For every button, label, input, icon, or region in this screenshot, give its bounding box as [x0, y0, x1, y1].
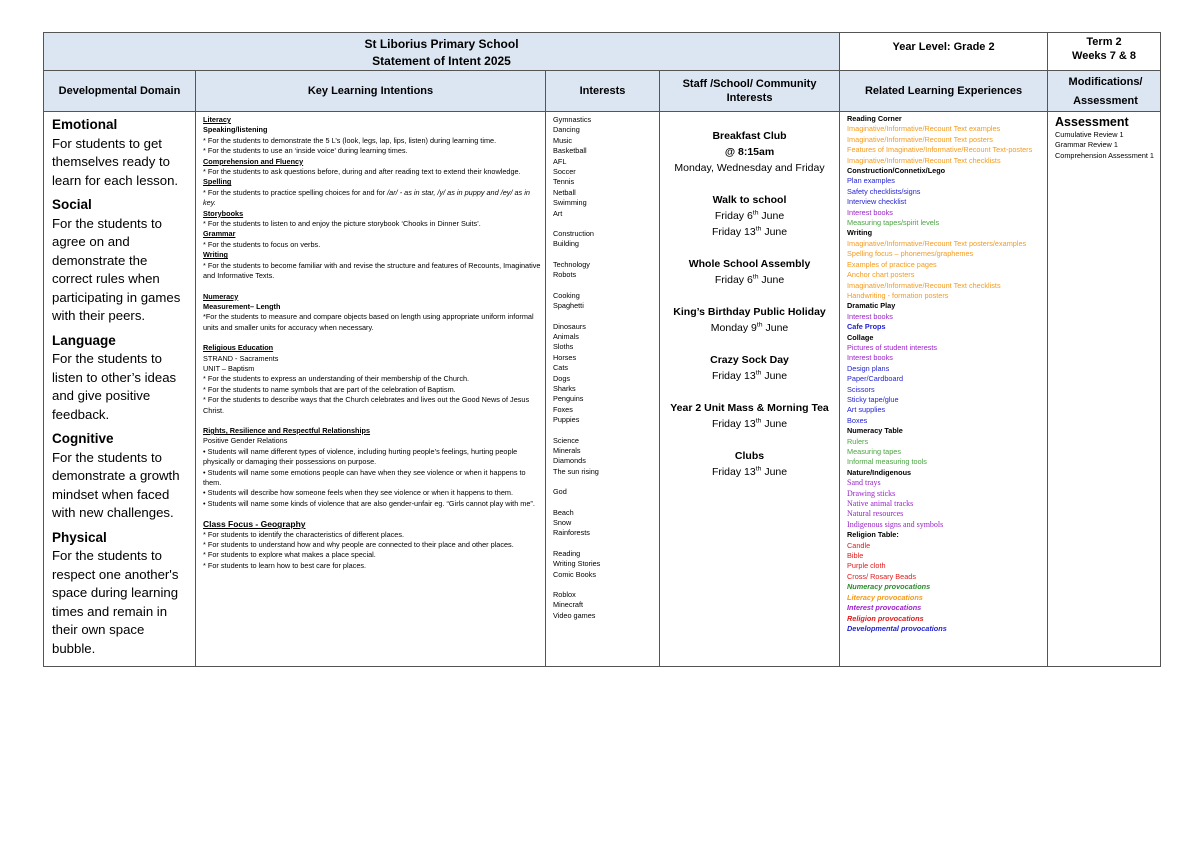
- rle-item: Sand trays: [847, 478, 881, 488]
- kli-item: * For students to learn how to best care for places.: [203, 560, 367, 570]
- domain-text: For the students to listen to other’s ideas and give positive feedback.: [52, 351, 177, 422]
- kli-item: * For the students to become familiar with and revise the structure and features of Recounts, Imaginative and Informative Texts.: [203, 260, 541, 281]
- rle-item: Art supplies: [847, 405, 886, 415]
- kli-re-strand: STRAND - Sacraments: [203, 353, 279, 363]
- kli-numeracy-heading: Numeracy: [203, 291, 239, 301]
- kli-item: • Students will name some kinds of violence that are also gender-unfair eg. “Girls cannot play with me”.: [203, 498, 535, 508]
- interest-item: Robots: [553, 270, 577, 280]
- kli-comprehension-heading: Comprehension and Fluency: [203, 156, 304, 166]
- interest-item: Snow: [553, 518, 572, 527]
- kli-item: * For the students to express an understanding of their membership of the Church.: [203, 374, 470, 384]
- interest-item: Swimming: [553, 198, 587, 208]
- kli-item: * For the students to name symbols that are part of the celebration of Baptism.: [203, 384, 456, 394]
- rle-item: Candle: [847, 540, 871, 550]
- term: Term 2: [1086, 36, 1122, 48]
- col-developmental-domain: Developmental Domain: [44, 71, 196, 112]
- kli-rrrr-sub: Positive Gender Relations: [203, 436, 288, 446]
- rle-item: Imaginative/Informative/Recount Text examples: [847, 124, 1001, 134]
- related-learning-cell: [840, 112, 1048, 667]
- event-title: Crazy Sock Day: [710, 354, 789, 366]
- interest-item: Beach: [553, 507, 574, 517]
- kli-item: * For the students to listen to and enjoy the picture storybook ‘Chooks in Dinner Suits’.: [203, 219, 481, 229]
- interests-list: [553, 115, 655, 621]
- event-date: Friday 13th June: [711, 225, 788, 238]
- event-clubs: [660, 448, 839, 480]
- rle-item: Paper/Cardboard: [847, 374, 904, 384]
- interest-item: Dancing: [553, 125, 580, 135]
- col-key-learning-intentions: Key Learning Intentions: [196, 71, 546, 112]
- event-crazy-sock-day: [660, 352, 839, 384]
- event-kings-birthday: [660, 304, 839, 336]
- kli-item: * For students to identify the characteristics of different places.: [203, 529, 405, 539]
- col-related-learning: Related Learning Experiences: [840, 71, 1048, 112]
- kli-spelling-heading: Spelling: [203, 177, 232, 187]
- kli-measurement-heading: Measurement– Length: [203, 301, 281, 311]
- rle-provocation: Religion provocations: [847, 613, 924, 623]
- rle-item: Scissors: [847, 384, 875, 394]
- interest-item: Building: [553, 239, 579, 249]
- school-name: St Liborius Primary School: [364, 37, 519, 51]
- domain-heading: Physical: [52, 529, 107, 545]
- domain-text: For students to get themselves ready to learn for each lesson.: [52, 135, 179, 188]
- interest-item: Cooking: [553, 290, 580, 300]
- interest-item: Video games: [553, 610, 596, 620]
- rle-provocation: Literacy provocations: [847, 592, 923, 602]
- interest-item: Art: [553, 208, 563, 218]
- interest-item: Gymnastics: [553, 115, 592, 124]
- kli-re-heading: Religious Education: [203, 343, 274, 353]
- interest-item: Horses: [553, 352, 577, 362]
- kli-item: • Students will name different types of violence, including hurting people’s feelings, hurting people physically or damaging their possessions on purpose.: [203, 446, 518, 467]
- interest-item: AFL: [553, 156, 567, 166]
- interest-item: Dogs: [553, 373, 571, 383]
- interest-item: Roblox: [553, 590, 576, 600]
- domain-social: [52, 196, 189, 326]
- rle-item: Examples of practice pages: [847, 259, 937, 269]
- interest-item: Soccer: [553, 167, 576, 177]
- event-title: Breakfast Club: [712, 130, 787, 142]
- assessment-item: Cumulative Review 1: [1055, 130, 1124, 139]
- rle-item: Anchor chart posters: [847, 270, 915, 280]
- document-title: Statement of Intent 2025: [372, 54, 511, 68]
- developmental-domain-cell: [44, 112, 196, 667]
- rle-item: Informal measuring tools: [847, 457, 927, 467]
- kli-spelling-text: * For the students to practice spelling choices for and for: [203, 187, 388, 197]
- interest-item: Music: [553, 135, 573, 145]
- rle-provocation: Numeracy provocations: [847, 582, 931, 592]
- rle-item: Measuring tapes/spirit levels: [847, 218, 940, 228]
- interest-item: Sharks: [553, 383, 576, 393]
- event-title: Year 2 Unit Mass & Morning Tea: [670, 402, 829, 414]
- event-days: Monday, Wednesday and Friday: [674, 162, 825, 174]
- rle-item: Boxes: [847, 415, 868, 425]
- interest-item: Animals: [553, 331, 579, 341]
- rle-writing-heading: Writing: [847, 228, 873, 238]
- event-title: King’s Birthday Public Holiday: [673, 306, 826, 318]
- rle-item: Indigenous signs and symbols: [847, 519, 944, 529]
- domain-text: For the students to agree on and demonstrate the correct rules when participating in games with their peers.: [52, 215, 181, 323]
- interest-item: Penguins: [553, 394, 584, 404]
- kli-item: • Students will describe how someone feels when they see violence or when it happens to them.: [203, 488, 514, 498]
- interest-item: Science: [553, 435, 579, 445]
- weeks: Weeks 7 & 8: [1072, 50, 1137, 62]
- kli-item: * For the students to ask questions before, during and after reading text to extend their knowledge.: [203, 167, 521, 177]
- interest-item: Dinosaurs: [553, 321, 586, 331]
- kli-item: * For the students to use an ‘inside voice’ during learning times.: [203, 146, 408, 156]
- rle-item: Cross/ Rosary Beads: [847, 571, 916, 581]
- school-title-cell: [44, 33, 840, 71]
- rle-provocation: Interest provocations: [847, 603, 922, 613]
- domain-heading: Emotional: [52, 117, 118, 132]
- event-date: Friday 13th June: [711, 369, 788, 382]
- assessment-item: Grammar Review 1: [1055, 140, 1118, 150]
- kli-item: * For the students to focus on verbs.: [203, 239, 321, 249]
- rle-religion-heading: Religion Table:: [847, 530, 899, 540]
- rle-item: Imaginative/Informative/Recount Text posters: [847, 134, 993, 144]
- col-staff-interests: Staff /School/ Community Interests: [660, 71, 840, 112]
- event-date: Friday 6th June: [714, 273, 785, 286]
- interests-cell: [546, 112, 660, 667]
- rle-item: Native animal tracks: [847, 499, 914, 509]
- event-walk-to-school: [660, 192, 839, 240]
- interest-item: Construction: [553, 229, 594, 239]
- event-date: Friday 13th June: [711, 417, 788, 430]
- event-title: Whole School Assembly: [688, 258, 811, 270]
- rle-item: Interest books: [847, 207, 893, 217]
- rle-item: Measuring tapes: [847, 447, 901, 456]
- rle-item: Rulers: [847, 436, 869, 446]
- interest-item: Sloths: [553, 342, 574, 352]
- domain-heading: Cognitive: [52, 431, 114, 446]
- rle-item: Purple cloth: [847, 561, 886, 571]
- rle-item: Interest books: [847, 311, 893, 321]
- interest-item: Tennis: [553, 177, 575, 187]
- kli-item: • Students will name some emotions people can have when they see violence or when it happens to them.: [203, 467, 526, 487]
- rle-item: Drawing sticks: [847, 488, 896, 498]
- kli-literacy-heading: Literacy: [203, 115, 231, 124]
- year-level: Year Level: Grade 2: [840, 33, 1048, 71]
- rle-item: Cafe Props: [847, 322, 886, 332]
- kli-class-focus-heading: Class Focus - Geography: [203, 519, 306, 530]
- rle-item: Handwriting - formation posters: [847, 290, 949, 300]
- kli-item: * For the students to describe ways that the Church celebrates and lives out the Good News of Jesus Christ.: [203, 395, 530, 415]
- statement-of-intent-table: [43, 32, 1161, 667]
- domain-heading: Language: [52, 332, 116, 348]
- kli-grammar-heading: Grammar: [203, 229, 236, 239]
- interest-item: Foxes: [553, 404, 573, 414]
- domain-text: For the students to demonstrate a growth mindset when faced with new challenges.: [52, 449, 180, 520]
- kli-rrrr-heading: Rights, Resilience and Respectful Relationships: [203, 425, 371, 435]
- domain-language: [52, 332, 189, 425]
- col-assessment-label: Assessment: [1073, 95, 1138, 107]
- assessment-heading: Assessment: [1055, 115, 1129, 129]
- kli-item: * For students to understand how and why people are connected to their place and other places.: [203, 540, 514, 550]
- kli-item: * For students to explore what makes a place special.: [203, 550, 376, 560]
- event-date: Friday 6th June: [714, 209, 785, 222]
- kli-item: [203, 188, 541, 209]
- interest-item: Netball: [553, 187, 576, 197]
- rle-item: Pictures of student interests: [847, 342, 938, 352]
- rle-dramatic-heading: Dramatic Play: [847, 301, 896, 311]
- interest-item: Cats: [553, 363, 569, 373]
- kli-speaking-heading: Speaking/listening: [203, 125, 268, 135]
- rle-item: Imaginative/Informative/Recount Text checklists: [847, 280, 1001, 290]
- staff-events-cell: [660, 112, 840, 667]
- rle-item: Interview checklist: [847, 197, 907, 207]
- event-unit-mass: [660, 400, 839, 432]
- kli-item: *For the students to measure and compare objects based on length using appropriate uniform informal units and smaller units for accuracy when necessary.: [203, 312, 534, 332]
- rle-item: Features of Imaginative/Informative/Recount Text-posters: [847, 145, 1033, 155]
- col-modifications: [1048, 71, 1161, 112]
- rle-item: Sticky tape/glue: [847, 394, 899, 404]
- event-title: Walk to school: [712, 194, 787, 206]
- kli-storybooks-heading: Storybooks: [203, 208, 244, 218]
- kli-item: * For the students to demonstrate the 5 L’s (look, legs, lap, lips, listen) during learning time.: [203, 135, 497, 145]
- rle-reading-corner-heading: Reading Corner: [847, 114, 902, 123]
- domain-emotional: [52, 116, 189, 190]
- interest-item: Writing Stories: [553, 559, 601, 569]
- interest-item: Technology: [553, 259, 590, 269]
- interest-item: God: [553, 487, 567, 497]
- domain-cognitive: [52, 430, 189, 523]
- interest-item: Diamonds: [553, 456, 586, 466]
- interest-item: Reading: [553, 548, 581, 558]
- term-cell: [1048, 33, 1161, 71]
- rle-item: Interest books: [847, 353, 893, 363]
- col-interests: Interests: [546, 71, 660, 112]
- rle-item: Safety checklists/signs: [847, 186, 921, 196]
- key-learning-intentions-cell: [196, 112, 546, 667]
- event-breakfast-club: [660, 128, 839, 176]
- interest-item: Puppies: [553, 415, 580, 425]
- event-time: @ 8:15am: [724, 146, 775, 158]
- interest-item: Spaghetti: [553, 301, 584, 311]
- event-title: Clubs: [734, 450, 765, 462]
- rle-construction-heading: Construction/Connetix/Lego: [847, 166, 946, 176]
- kli-spelling-sounds: /ar/ - as in star, /y/ as in puppy and /ey/ as in key.: [203, 187, 530, 208]
- assessment-item: Comprehension Assessment 1: [1055, 150, 1154, 160]
- interest-item: Minecraft: [553, 600, 584, 610]
- rle-item: Plan examples: [847, 176, 895, 186]
- rle-item: Imaginative/Informative/Recount Text checklists: [847, 155, 1001, 165]
- kli-re-unit: UNIT – Baptism: [203, 363, 255, 373]
- assessment-cell: [1048, 112, 1161, 667]
- col-modifications-label: Modifications/: [1068, 76, 1143, 88]
- domain-text: For the students to respect one another's space during learning times and remain in their own space bubble.: [52, 548, 179, 656]
- interest-item: Basketball: [553, 146, 587, 156]
- kli-writing-heading: Writing: [203, 250, 228, 260]
- event-date: Monday 9th June: [710, 321, 789, 334]
- interest-item: Comic Books: [553, 569, 596, 579]
- rle-item: Natural resources: [847, 509, 904, 519]
- event-date: Friday 13th June: [711, 465, 788, 478]
- rle-item: Design plans: [847, 363, 890, 373]
- rle-provocation: Developmental provocations: [847, 623, 947, 633]
- rle-numeracy-heading: Numeracy Table: [847, 426, 903, 436]
- interest-item: Rainforests: [553, 528, 590, 538]
- rle-item: Imaginative/Informative/Recount Text posters/examples: [847, 238, 1027, 248]
- interest-item: Minerals: [553, 445, 581, 455]
- interest-item: The sun rising: [553, 466, 599, 476]
- domain-physical: [52, 529, 189, 659]
- rle-item: Spelling focus – phonemes/graphemes: [847, 249, 974, 259]
- event-assembly: [660, 256, 839, 288]
- rle-item: Bible: [847, 551, 864, 561]
- rle-nature-heading: Nature/Indigenous: [847, 467, 912, 477]
- domain-heading: Social: [52, 197, 92, 212]
- rle-collage-heading: Collage: [847, 332, 874, 342]
